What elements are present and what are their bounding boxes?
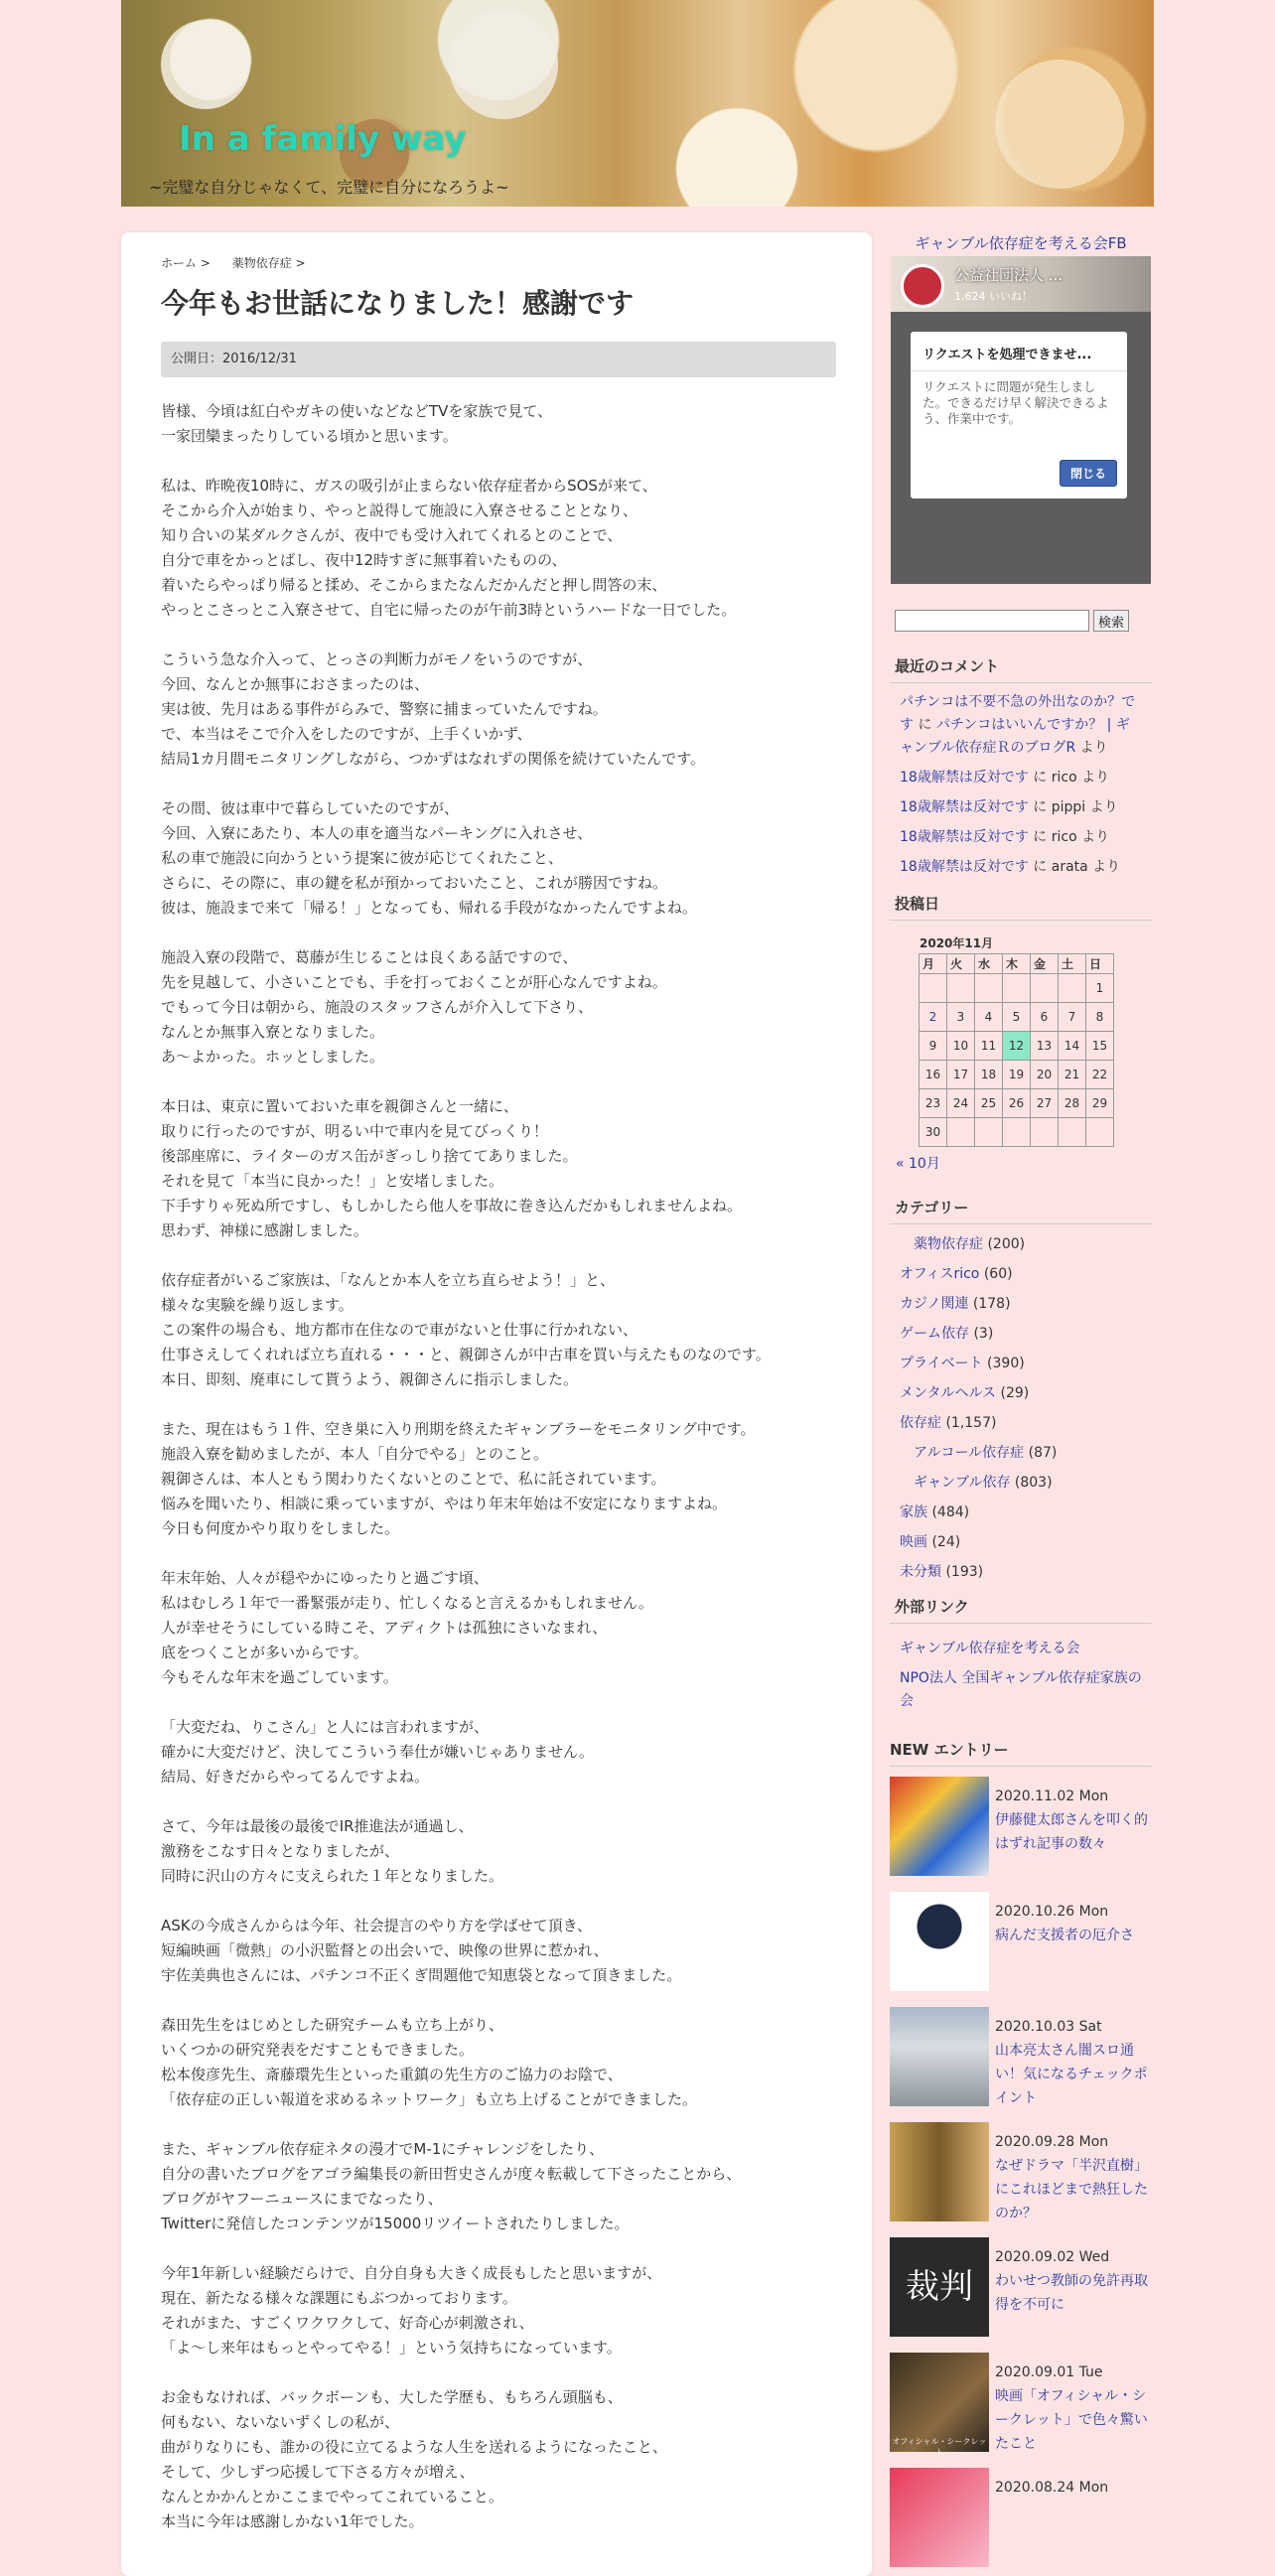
calendar-day: 11 [975,1032,1003,1061]
entry-date: 2020.11.02 Mon [995,1789,1109,1804]
calendar-day: 6 [1031,1003,1059,1032]
category-count: (390) [982,1356,1025,1371]
calendar-day [947,1118,975,1147]
recent-comment-item [900,691,1142,760]
calendar-day: 19 [1003,1061,1031,1089]
post-title: 今年もお世話になりました！感謝です [161,287,635,320]
category-item [900,1503,1142,1522]
calendar-day: 13 [1031,1032,1059,1061]
new-entries-title: NEW エントリー [890,1739,1152,1767]
category-item [900,1532,1142,1552]
calendar-day: 10 [947,1032,975,1061]
entry-date: 2020.09.02 Wed [995,2249,1110,2265]
fb-widget-title[interactable]: ギャンブル依存症を考える会FB [915,234,1127,252]
calendar-day [1003,1118,1031,1147]
entry-date: 2020.10.26 Mon [995,1904,1109,1920]
calendar-day: 22 [1086,1061,1114,1089]
fb-page-name[interactable]: 公益社団法人 ... [954,266,1063,284]
post-paragraph: 施設入寮の段階で、葛藤が生じることは良くある話ですので、 先を見越して、小さいことでも、手を打っておくことが肝心なんですよね。 でもって今日は朝から、施設のスタッフさんが介入して下さり、 なんとか無事入寮となりました。 あ～よかった。ホッとしました。 [161,948,667,1066]
thumbnail-caption: 裁判 [906,2267,973,2307]
category-link[interactable]: 家族 [900,1504,927,1520]
fb-page-likes: 1,624 いいね！ [954,290,1033,303]
comment-post-link[interactable]: 18歳解禁は反対です [900,859,1029,875]
calendar-weekday: 土 [1059,954,1086,974]
calendar-day: 18 [975,1061,1003,1089]
entry-thumbnail[interactable] [890,2122,989,2221]
comment-author: pippi [1051,799,1086,815]
calendar-week [920,974,1114,1003]
calendar-day: 4 [975,1003,1003,1032]
comment-author: rico [1051,770,1077,786]
category-item [900,1294,1142,1314]
external-link-item [900,1638,1142,1660]
entry-thumbnail[interactable] [890,1892,989,1991]
main-article [121,232,872,2576]
new-entry-item [890,1767,1152,1882]
calendar-day [1086,1118,1114,1147]
calendar-day: 7 [1059,1003,1086,1032]
category-count: (178) [968,1296,1011,1312]
fb-dialog-title: リクエストを処理できませ... [911,332,1127,371]
comment-author[interactable]: パチンコはいいんですか？ | ギャンブル依存症ＲのブログR [900,717,1130,756]
post-body [161,399,856,2559]
post-paragraph: こういう急な介入って、とっさの判断力がモノをいうのですが、 今回、なんとか無事におさまったのは、 実は彼、先月はある事件がらみで、警察に捕まっていたんですね。 で、本当はそこで介入をしたのですが、上手くいかず、 結局1カ月間モニタリングしながら、つかずはなれずの関係を続けていたんです。 [161,650,706,768]
calendar-prev-link[interactable]: « 10月 [896,1156,940,1172]
entry-date: 2020.08.24 Mon [995,2480,1109,2496]
entry-thumbnail[interactable] [890,1777,989,1876]
calendar-day [1059,974,1086,1003]
calendar-week [920,1061,1114,1089]
calendar-day [1031,974,1059,1003]
calendar-day: 30 [920,1118,947,1147]
category-item [900,1324,1142,1344]
category-link[interactable]: 依存症 [900,1415,941,1431]
category-item [900,1354,1142,1373]
post-paragraph: また、現在はもう１件、空き巣に入り刑期を終えたギャンブラーをモニタリング中です。 施設入寮を勧めましたが、本人「自分でやる」とのこと。 親御さんは、本人ともう関わりたくないとのことで、私に託されています。 悩みを聞いたり、相談に乗っていますが、やはり年末年始は不安定になりますよね。 今日も何度かやり取りをしました。 [161,1420,756,1537]
comment-suffix: より [1076,829,1110,845]
comment-suffix: より [1076,770,1110,786]
calendar-weekday: 金 [1031,954,1059,974]
search-form [890,610,1152,636]
external-links-list [890,1624,1152,1713]
calendar-day: 15 [1086,1032,1114,1061]
calendar-weekday: 木 [1003,954,1031,974]
sidebar [890,230,1152,2573]
facebook-page-plugin [891,256,1151,584]
calendar-weekday: 火 [947,954,975,974]
category-item [900,1383,1142,1403]
recent-comment-item [900,856,1142,879]
post-paragraph: 本日は、東京に置いておいた車を親御さんと一緒に、 取りに行ったのですが、明るい中で車内を見てびっくり！ 後部座席に、ライターのガス缶がぎっしり捨ててありました。 それを見て「本当に良かった！」と安堵しました。 下手すりゃ死ぬ所ですし、もしかしたら他人を事故に巻き込んだかもしれませんよね。 思わず、神様に感謝しました。 [161,1097,743,1239]
thumbnail-caption: オフィシャル・シークレット [892,2437,987,2457]
post-paragraph: 依存症者がいるご家族は、「なんとか本人を立ち直らせよう！」と、 様々な実験を繰り返します。 この案件の場合も、地方都市在住なので車がないと仕事に行かれない、 仕事さえしてくれれば立ち直れる・・・と、親御さんが中古車を買い与えたものなのです。 本日、即刻、廃車にして貰うよう、親御さんに指示しました。 [161,1271,771,1388]
post-date: 公開日：2016/12/31 [161,342,836,377]
external-link[interactable]: ギャンブル依存症を考える会 [900,1641,1080,1656]
entry-meta [995,2245,1152,2317]
category-item [900,1264,1142,1284]
comment-author: arata [1051,859,1088,875]
category-count: (803) [1010,1475,1053,1491]
entry-title-link[interactable]: 病んだ支援者の厄介さ [995,1928,1134,1943]
fb-error-dialog [911,332,1127,499]
archive-title: 投稿日 [890,893,1152,921]
category-item [900,1473,1142,1493]
external-link-item [900,1667,1142,1713]
calendar-day [1059,1118,1086,1147]
category-count: (3) [969,1326,994,1342]
calendar-day: 16 [920,1061,947,1089]
category-count: (200) [983,1236,1026,1252]
calendar-day [947,974,975,1003]
calendar-day [975,974,1003,1003]
entry-thumbnail[interactable] [890,2007,989,2106]
calendar-day: 9 [920,1032,947,1061]
category-link[interactable]: 映画 [900,1534,927,1550]
category-link[interactable]: アルコール依存症 [914,1445,1025,1461]
new-entry-item [890,1882,1152,1997]
category-item [900,1413,1142,1433]
calendar-day: 27 [1031,1089,1059,1118]
comment-sep: に [914,717,936,733]
new-entry-item [890,2227,1152,2343]
entry-date: 2020.09.28 Mon [995,2134,1109,2150]
entry-title-link[interactable]: 山本亮太さん闇スロ通い！気になるチェックポイント [995,2043,1148,2106]
entry-meta [995,1785,1152,1856]
entry-date: 2020.10.03 Sat [995,2019,1102,2035]
category-item [900,1562,1142,1582]
search-button[interactable]: 検索 [1093,610,1129,632]
breadcrumb [161,254,324,271]
post-paragraph: 「大変だね、りこさん」と人には言われますが、 確かに大変だけど、決してこういう奉仕が嫌いじゃありません。 結局、好きだからやってるんですよね。 [161,1718,594,1786]
flower-decoration [995,60,1124,189]
calendar-day: 12 [1003,1032,1031,1061]
entry-title-link[interactable]: 伊藤健太郎さんを叩く的はずれ記事の数々 [995,1812,1148,1852]
category-item [900,1443,1142,1463]
comment-sep: に [1028,829,1052,845]
comment-suffix: より [1075,740,1108,756]
recent-comment-item [900,767,1142,789]
calendar-caption: 2020年11月 [920,936,994,950]
calendar-day: 26 [1003,1089,1031,1118]
flower-decoration [161,20,250,109]
category-item [900,1234,1142,1254]
calendar-weekday: 月 [920,954,947,974]
calendar-day [975,1118,1003,1147]
calendar-day: 8 [1086,1003,1114,1032]
post-paragraph: さて、今年は最後の最後でIR推進法が通過し、 激務をこなす日々となりましたが、 同時に沢山の方々に支えられた１年となりました。 [161,1817,504,1885]
entry-meta [995,2015,1152,2110]
calendar-day: 23 [920,1089,947,1118]
new-entry-item [890,2343,1152,2458]
category-count: (193) [941,1564,984,1580]
breadcrumb-home[interactable]: ホーム > [161,256,211,270]
fb-dialog-close-button[interactable]: 閉じる [1060,460,1117,487]
calendar-week [920,1089,1114,1118]
calendar-day: 17 [947,1061,975,1089]
calendar-table [919,953,1114,1147]
category-count: (24) [927,1534,961,1550]
comment-post-link[interactable]: 18歳解禁は反対です [900,770,1029,786]
calendar-day: 25 [975,1089,1003,1118]
calendar-day: 1 [1086,974,1114,1003]
post-paragraph: お金もなければ、バックボーンも、大した学歴も、もちろん頭脳も、 何もない、ないないずくしの私が、 曲がりなりにも、誰かの役に立てるような人生を送れるようになったこと、 そして、少しずつ応援して下さる方々が増え、 なんとかかんとかここまでやってこれていること。 本当に今年は感謝しかない1年でした。 [161,2388,668,2530]
calendar-day: 20 [1031,1061,1059,1089]
external-link[interactable]: NPO法人 全国ギャンブル依存症家族の会 [900,1670,1142,1709]
comment-author: rico [1051,829,1077,845]
post-paragraph: 皆様、今頃は紅白やガキの使いなどなどTVを家族で見て、 一家団欒まったりしている頃かと思います。 [161,402,553,445]
entry-title-link[interactable]: なぜドラマ「半沢直樹」にこれほどまで熱狂したのか？ [995,2158,1148,2221]
post-paragraph: 年末年始、人々が穏やかにゆったりと過ごす頃、 私はむしろ１年で一番緊張が走り、忙しくなると言えるかもしれません。 人が幸せそうにしている時こそ、アディクトは孤独にさいなまれ、 底をつくことが多いからです。 今もそんな年末を過ごしています。 [161,1569,653,1686]
calendar-day [920,974,947,1003]
calendar-day: 24 [947,1089,975,1118]
calendar-day[interactable]: 2 [920,1003,947,1032]
post-paragraph: 森田先生をはじめとした研究チームも立ち上がり、 いくつかの研究発表をだすこともできました。 松本俊彦先生、斎藤環先生といった重鎮の先生方のご協力のお陰で、 「依存症の正しい報道を求めるネットワーク」も立ち上げることができました。 [161,2016,698,2108]
category-link[interactable]: 未分類 [900,1564,941,1580]
comment-post-link[interactable]: 18歳解禁は反対です [900,829,1029,845]
category-link[interactable]: ゲーム依存 [900,1326,969,1342]
calendar-day: 28 [1059,1089,1086,1118]
entry-thumbnail[interactable] [890,2468,989,2567]
calendar-day: 21 [1059,1061,1086,1089]
calendar-week [920,1003,1114,1032]
flower-decoration [449,10,558,119]
calendar-day: 29 [1086,1089,1114,1118]
calendar-weekday: 日 [1086,954,1114,974]
fb-page-logo[interactable] [901,264,944,308]
category-link[interactable]: カジノ関連 [900,1296,969,1312]
comment-sep: に [1028,859,1052,875]
new-entry-item [890,2458,1152,2573]
external-links-title: 外部リンク [890,1596,1152,1624]
category-link[interactable]: プライベート [900,1356,983,1371]
post-paragraph: その間、彼は車中で暮らしていたのですが、 今回、入寮にあたり、本人の車を適当なパーキングに入れさせ、 私の車で施設に向かうという提案に彼が応じてくれたこと、 さらに、その際に、車の鍵を私が預かっておいたこと、これが勝因ですね。 彼は、施設まで来て「帰る！」となっても、帰れる手段がなかったんですよね。 [161,799,698,917]
entry-title-link[interactable]: 映画「オフィシャル・シークレット」で色々驚いたこと [995,2388,1148,2452]
entry-meta [995,2476,1152,2500]
entry-date: 2020.09.01 Tue [995,2364,1103,2380]
category-link[interactable]: メンタルヘルス [900,1385,997,1401]
categories-title: カテゴリー [890,1197,1152,1224]
category-list [890,1224,1152,1582]
calendar-day [1031,1118,1059,1147]
calendar-week [920,1032,1114,1061]
entry-thumbnail[interactable] [890,2353,989,2457]
comment-sep: に [1028,799,1052,815]
site-description: ~完璧な自分じゃなくて、完璧に自分になろうよ~ [149,178,509,197]
entry-meta [995,1900,1152,1947]
entry-title-link[interactable]: わいせつ教師の免許再取得を不可に [995,2273,1148,2313]
category-count: (87) [1024,1445,1058,1461]
category-count: (60) [979,1266,1013,1282]
category-count: (484) [927,1504,970,1520]
recent-comments-title: 最近のコメント [890,655,1152,683]
category-link[interactable]: 薬物依存症 [914,1236,983,1252]
comment-post-link[interactable]: 18歳解禁は反対です [900,799,1029,815]
category-count: (1,157) [941,1415,997,1431]
category-count: (29) [996,1385,1030,1401]
new-entry-item [890,1997,1152,2112]
comment-post-link[interactable]: パチンコは不要不急の外出なのか？です [900,694,1136,733]
calendar-day: 3 [947,1003,975,1032]
header-banner [121,0,1154,207]
recent-comment-item [900,796,1142,819]
calendar-day: 5 [1003,1003,1031,1032]
category-link[interactable]: オフィスrico [900,1266,980,1282]
calendar-week [920,1118,1114,1147]
calendar-weekday: 水 [975,954,1003,974]
new-entries-list [890,1767,1152,2573]
site-title[interactable]: In a family way [179,119,467,159]
comment-suffix: より [1087,859,1121,875]
fb-dialog-message: リクエストに問題が発生しました。できるだけ早く解決できるよう、作業中です。 [922,379,1109,426]
recent-comments-list [890,683,1152,879]
calendar-day [1003,974,1031,1003]
post-paragraph: また、ギャンブル依存症ネタの漫才でM-1にチャレンジをしたり、 自分の書いたブログをアゴラ編集長の新田哲史さんが度々転載して下さったことから、 ブログがヤフーニュースにまでなったり、 Twitterに発信したコンテンツが15000リツイートされたりしました。 [161,2140,742,2232]
calendar-day: 14 [1059,1032,1086,1061]
search-input[interactable] [895,610,1089,632]
comment-suffix: より [1085,799,1118,815]
entry-meta [995,2130,1152,2225]
breadcrumb-category[interactable]: 薬物依存症 > [231,256,306,270]
category-link[interactable]: ギャンブル依存 [914,1475,1011,1491]
entry-thumbnail[interactable] [890,2237,989,2337]
post-paragraph: ASKの今成さんからは今年、社会提言のやり方を学ばせて頂き、 短編映画「微熱」の小沢監督との出会いで、映像の世界に惹かれ、 宇佐美典也さんには、パチンコ不正くぎ問題他で知恵袋となって頂きました。 [161,1917,682,1984]
entry-meta [995,2361,1152,2456]
comment-sep: に [1028,770,1052,786]
post-paragraph: 私は、昨晩夜10時に、ガスの吸引が止まらない依存症者からSOSが来て、 そこから介入が始まり、やっと説得して施設に入寮させることとなり、 知り合いの某ダルクさんが、夜中でも受け入れてくれるとのことで、 自分で車をかっとばし、夜中12時すぎに無事着いたものの、 着いたらやっぱり帰ると揉め、そこからまたなんだかんだと押し問答の末、 やっとこさっとこ入寮させて、自宅に帰ったのが午前3時というハードな一日でした。 [161,477,737,619]
recent-comment-item [900,826,1142,849]
new-entry-item [890,2112,1152,2227]
post-paragraph: 今年1年新しい経験だらけで、自分自身も大きく成長もしたと思いますが、 現在、新たなる様々な課題にもぶつかっております。 それがまた、すごくワクワクして、好奇心が刺激され、 「よ～し来年はもっとやってやる！」という気持ちになっています。 [161,2264,662,2357]
